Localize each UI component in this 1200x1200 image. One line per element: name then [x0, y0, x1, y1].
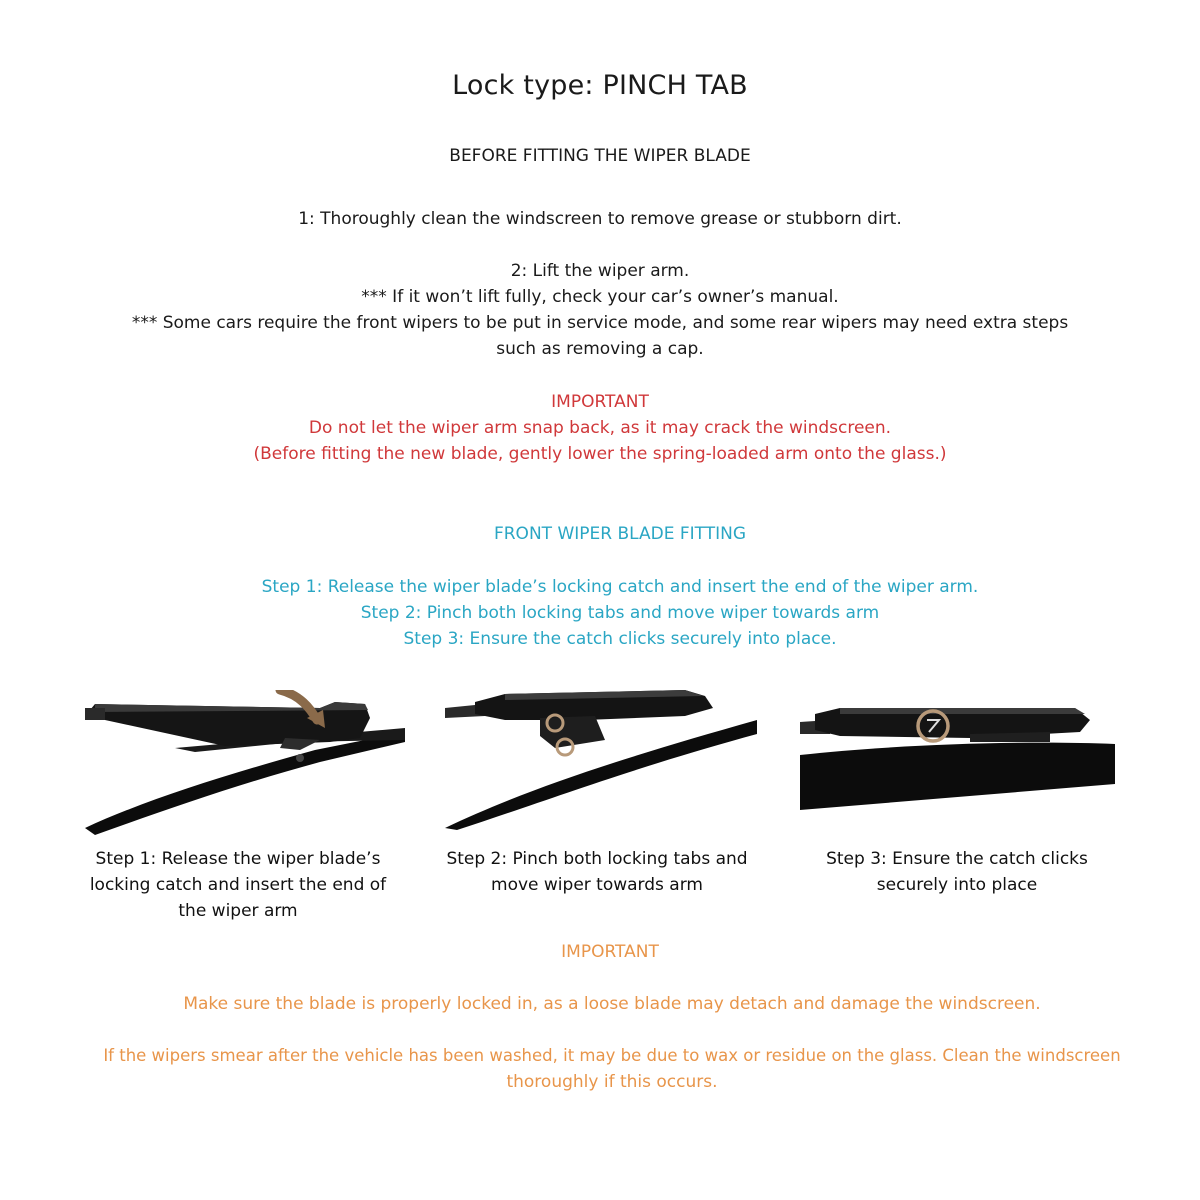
step-1-photo	[85, 690, 405, 835]
front-step-2: Step 2: Pinch both locking tabs and move wiper towards arm	[360, 603, 880, 623]
important-2-line-2b: thoroughly if this occurs.	[506, 1072, 718, 1092]
important-line-2: (Before fitting the new blade, gently lower the spring-loaded arm onto the glass.)	[253, 444, 947, 464]
caption-step-1-line-1: Step 1: Release the wiper blade’s	[95, 849, 381, 869]
important-line-1: Do not let the wiper arm snap back, as it may crack the windscreen.	[308, 418, 892, 438]
front-fitting-heading: FRONT WIPER BLADE FITTING	[493, 524, 747, 544]
caption-step-3-line-2: securely into place	[876, 875, 1038, 895]
before-fitting-heading: BEFORE FITTING THE WIPER BLADE	[449, 146, 751, 166]
caption-step-1	[58, 846, 418, 924]
before-note-2-line-2: such as removing a cap.	[496, 339, 704, 359]
caption-step-1-line-2: locking catch and insert the end of	[89, 875, 387, 895]
important-heading-1: IMPORTANT	[551, 392, 649, 412]
caption-step-2-line-1: Step 2: Pinch both locking tabs and	[446, 849, 748, 869]
step-2-photo	[445, 690, 757, 830]
important-2-line-2a: If the wipers smear after the vehicle has been washed, it may be due to wax or residue on the glass. Clean the windscreen	[103, 1046, 1121, 1065]
before-note-1: *** If it won’t lift fully, check your car’s owner’s manual.	[361, 287, 839, 307]
caption-step-2	[417, 846, 777, 898]
caption-step-1-line-3: the wiper arm	[178, 901, 298, 921]
front-step-1: Step 1: Release the wiper blade’s locking catch and insert the end of the wiper arm.	[261, 577, 979, 597]
before-note-2-line-1: *** Some cars require the front wipers to be put in service mode, and some rear wipers may need extra steps	[131, 313, 1069, 333]
front-step-3: Step 3: Ensure the catch clicks securely into place.	[403, 629, 837, 649]
step-3-photo	[800, 700, 1115, 812]
before-step-2: 2: Lift the wiper arm.	[510, 261, 690, 281]
important-2-line-1: Make sure the blade is properly locked in, as a loose blade may detach and damage the windscreen.	[183, 994, 1041, 1014]
before-step-1: 1: Thoroughly clean the windscreen to remove grease or stubborn dirt.	[298, 209, 902, 229]
caption-step-2-line-2: move wiper towards arm	[491, 875, 703, 895]
caption-step-3-line-1: Step 3: Ensure the catch clicks	[826, 849, 1088, 869]
page-title: Lock type: PINCH TAB	[452, 70, 748, 101]
important-heading-2: IMPORTANT	[561, 942, 659, 962]
caption-step-3	[777, 846, 1137, 898]
